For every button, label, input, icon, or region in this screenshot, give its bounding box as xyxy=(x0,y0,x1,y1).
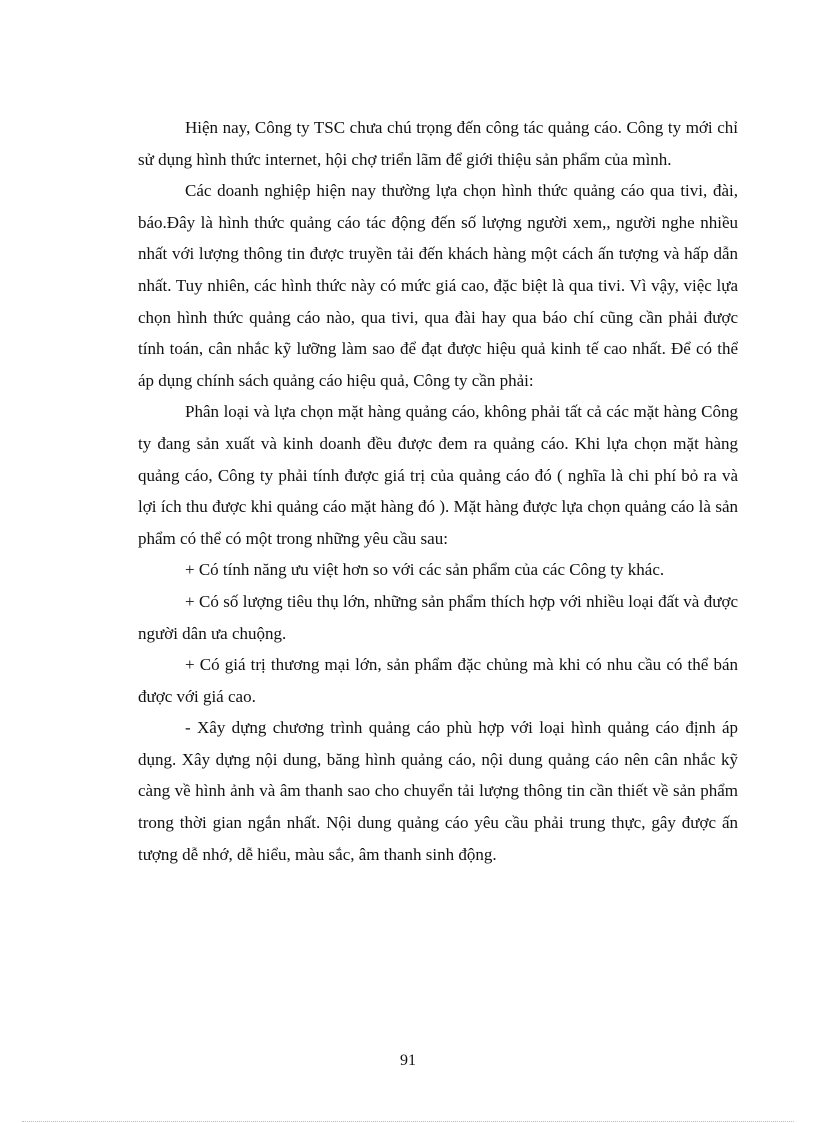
list-item-high-consumption: + Có số lượng tiêu thụ lớn, những sản phẩm thích hợp với nhiều loại đất và được người dân ưa chuộng. xyxy=(138,591,738,643)
page-number: 91 xyxy=(400,1052,416,1069)
list-item-superior-features: + Có tính năng ưu việt hơn so với các sản phẩm của các Công ty khác. xyxy=(185,560,665,580)
paragraph-product-selection: Phân loại và lựa chọn mặt hàng quảng cáo, không phải tất cả các mặt hàng Công ty đang sản xuất và kinh doanh đều được đem ra quảng cáo. Khi lựa chọn mặt hàng quảng cáo, Công ty phải tính được giá trị của quảng cáo đó ( nghĩa là chi phí bỏ ra và lợi ích thu được khi quảng cáo mặt hàng đó ). Mặt hàng được lựa chọn quảng cáo là sản phẩm có thể có một trong những yêu cầu sau: xyxy=(138,402,738,548)
paragraph-advertising-channels: Các doanh nghiệp hiện nay thường lựa chọn hình thức quảng cáo qua tivi, đài, báo.Đây là hình thức quảng cáo tác động đến số lượng người xem,, người nghe nhiều nhất với lượng thông tin được truyền tải đến khách hàng một cách ấn tượng và hấp dẫn nhất. Tuy nhiên, các hình thức này có mức giá cao, đặc biệt là qua tivi. Vì vậy, việc lựa chọn hình thức quảng cáo nào, qua tivi, qua đài hay qua báo chí cũng cần phải được tính toán, cân nhắc kỹ lưỡng làm sao để đạt được hiệu quả kinh tế cao nhất. Để có thể áp dụng chính sách quảng cáo hiệu quả, Công ty cần phải: xyxy=(138,181,738,390)
body-text xyxy=(138,112,738,870)
list-item-high-commercial-value: + Có giá trị thương mại lớn, sản phẩm đặc chủng mà khi có nhu cầu có thể bán được với giá cao. xyxy=(138,655,738,706)
page-bottom-divider xyxy=(22,1121,794,1122)
paragraph-current-advertising: Hiện nay, Công ty TSC chưa chú trọng đến công tác quảng cáo. Công ty mới chỉ sử dụng hình thức internet, hội chợ triển lãm để giới thiệu sản phẩm của mình. xyxy=(138,118,738,169)
paragraph-advertising-program: - Xây dựng chương trình quảng cáo phù hợp với loại hình quảng cáo định áp dụng. Xây dựng nội dung, băng hình quảng cáo, nội dung quảng cáo nên cân nhắc kỹ càng về hình ảnh và âm thanh sao cho chuyển tải lượng thông tin cần thiết về sản phẩm trong thời gian ngắn nhất. Nội dung quảng cáo yêu cầu phải trung thực, gây được ấn tượng dễ nhớ, dễ hiểu, màu sắc, âm thanh sinh động. xyxy=(138,718,738,864)
